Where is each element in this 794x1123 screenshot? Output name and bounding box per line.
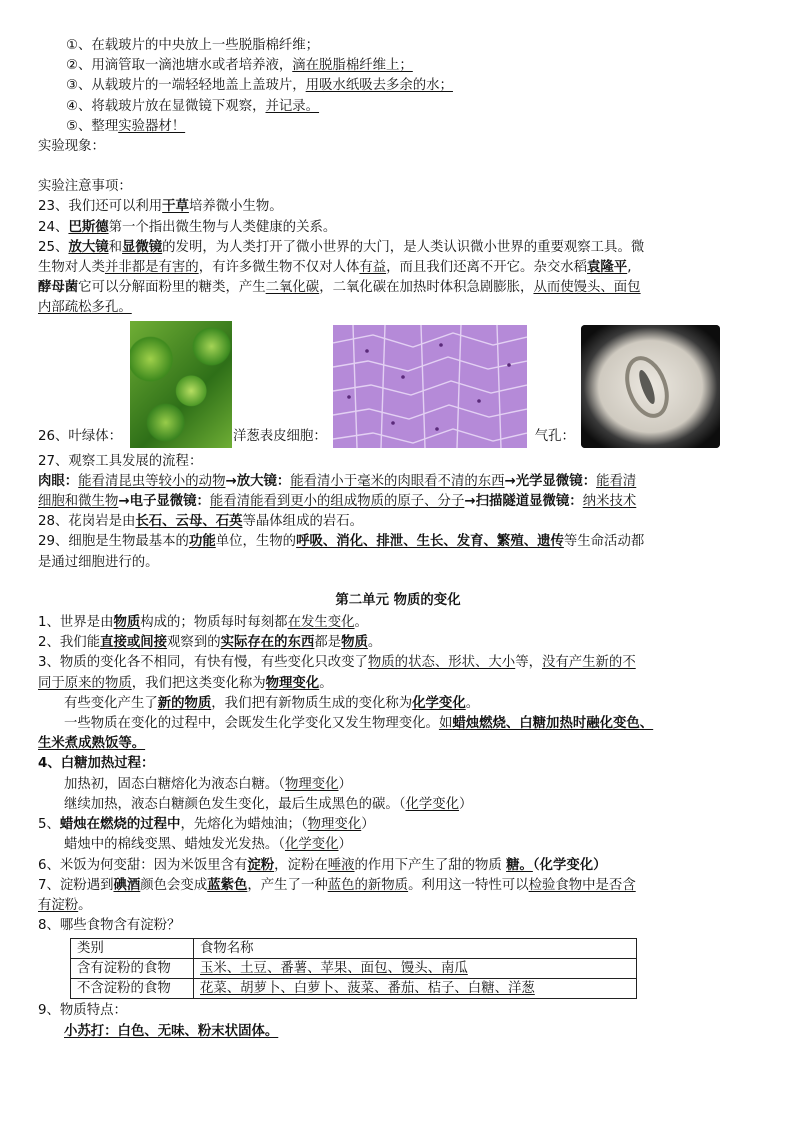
unit-item-9: 9、物质特点： (38, 1003, 127, 1019)
item-29-line2: 是通过细胞进行的。 (38, 554, 159, 570)
stoma-image (581, 325, 720, 448)
chloroplast-label: 26、叶绿体： (38, 429, 122, 445)
item-25-line3: 酵母菌它可以分解面粉里的糖类，产生二氧化碳，二氧化碳在加热时体积急剧膨胀，从而使馒头、面包 (38, 280, 641, 296)
item-26-images (38, 325, 758, 448)
unit-item-7-line1: 7、淀粉遇到碘酒颜色会变成蓝紫色，产生了一种蓝色的新物质。利用这一特性可以检验食物中是否含 (38, 877, 636, 893)
unit-item-3-both-line1: 一些物质在变化的过程中，会既发生化学变化又发生物理变化。如蜡烛燃烧、白糖加热时融化变色、 (64, 716, 654, 732)
table-row (71, 939, 637, 959)
item-28: 28、花岗岩是由长石、云母、石英等晶体组成的岩石。 (38, 514, 364, 530)
unit-title: 第二单元 物质的变化 (335, 592, 461, 608)
document-page (38, 36, 758, 1042)
unit-item-9-baking-soda: 小苏打：白色、无味、粉末状固体。 (64, 1023, 279, 1039)
item-25-line4: 内部疏松多孔。 (38, 300, 132, 316)
unit-item-8: 8、哪些食物含有淀粉？ (38, 918, 181, 934)
item-24: 24、巴斯德第一个指出微生物与人类健康的关系。 (38, 219, 337, 235)
stoma-label: 气孔： (534, 429, 575, 445)
unit-item-3-chemical: 有些变化产生了新的物质，我们把有新物质生成的变化称为化学变化。 (64, 695, 480, 711)
table-row (71, 959, 637, 979)
onion-cell-image (333, 325, 527, 448)
table-cell: 不含淀粉的食物 (71, 979, 194, 999)
unit-item-5-line2: 蜡烛中的棉线变黑、蜡烛发光发热。（化学变化） (64, 837, 352, 853)
item-27-line2: 细胞和微生物→电子显微镜：能看清能看到更小的组成物质的原子、分子→扫描隧道显微镜：纳米技术 (38, 494, 637, 510)
item-25-line2: 生物对人类并非都是有害的，有许多微生物不仅对人体有益，而且我们还离不开它。杂交水稻袁隆平, (38, 260, 632, 276)
unit-item-2: 2、我们能直接或间接观察到的实际存在的东西都是物质。 (38, 635, 382, 651)
table-cell: 玉米、土豆、番薯、苹果、面包、馒头、南瓜 (194, 959, 637, 979)
unit-item-3-both-line2: 生米煮成熟饭等。 (38, 736, 146, 752)
unit-item-4-title: 4、白糖加热过程： (38, 756, 155, 772)
item-27-title: 27、观察工具发展的流程： (38, 453, 203, 469)
table-cell: 含有淀粉的食物 (71, 959, 194, 979)
unit-item-4-line1: 加热初，固态白糖熔化为液态白糖。（物理变化） (64, 776, 352, 792)
step-4: ④、将载玻片放在显微镜下观察，并记录。 (66, 98, 320, 114)
unit-item-4-line2: 继续加热，液态白糖颜色发生变化，最后生成黑色的碳。（化学变化） (64, 796, 473, 812)
table-cell: 花菜、胡萝卜、白萝卜、菠菜、番茄、桔子、白糖、洋葱 (194, 979, 637, 999)
item-23: 23、我们还可以利用干草培养微小生物。 (38, 199, 283, 215)
experiment-phenomenon-label: 实验现象： (38, 139, 105, 155)
chloroplast-image (130, 321, 232, 448)
unit-item-1: 1、世界是由物质构成的；物质每时每刻都在发生变化。 (38, 615, 368, 631)
item-25-line1: 25、放大镜和显微镜的发明，为人类打开了微小世界的大门，是人类认识微小世界的重要观察工具。微 (38, 239, 645, 255)
item-29-line1: 29、细胞是生物最基本的功能单位，生物的呼吸、消化、排泄、生长、发育、繁殖、遗传等生命活动都 (38, 534, 645, 550)
unit-item-6: 6、米饭为何变甜：因为米饭里含有淀粉，淀粉在唾液的作用下产生了甜的物质 糖。（化学变化） (38, 857, 607, 873)
unit-item-3-line2: 同于原来的物质，我们把这类变化称为物理变化。 (38, 675, 333, 691)
table-header-foods: 食物名称 (194, 939, 637, 959)
step-1: ①、在载玻片的中央放上一些脱脂棉纤维； (66, 38, 320, 53)
unit-item-3-line1: 3、物质的变化各不相同，有快有慢，有些变化只改变了物质的状态、形状、大小等，没有产生新的不 (38, 655, 636, 671)
table-row (71, 979, 637, 999)
unit-item-7-line2: 有淀粉。 (38, 897, 92, 913)
blank-line (38, 157, 758, 177)
step-3: ③、从载玻片的一端轻轻地盖上盖玻片，用吸水纸吸去多余的水； (66, 78, 453, 94)
item-27-line1: 肉眼：能看清昆虫等较小的动物→放大镜：能看清小于毫米的肉眼看不清的东西→光学显微镜：能看清 (38, 473, 637, 489)
unit-item-5-line1: 5、蜡烛在燃烧的过程中，先熔化为蜡烛油；（物理变化） (38, 817, 375, 833)
table-header-category: 类别 (71, 939, 194, 959)
starch-food-table (70, 938, 637, 999)
step-5: ⑤、整理实验器材！ (66, 118, 186, 134)
step-2: ②、用滴管取一滴池塘水或者培养液，滴在脱脂棉纤维上； (66, 58, 413, 74)
experiment-notes-label: 实验注意事项： (38, 179, 132, 195)
onion-cell-label: 洋葱表皮细胞： (233, 429, 327, 445)
